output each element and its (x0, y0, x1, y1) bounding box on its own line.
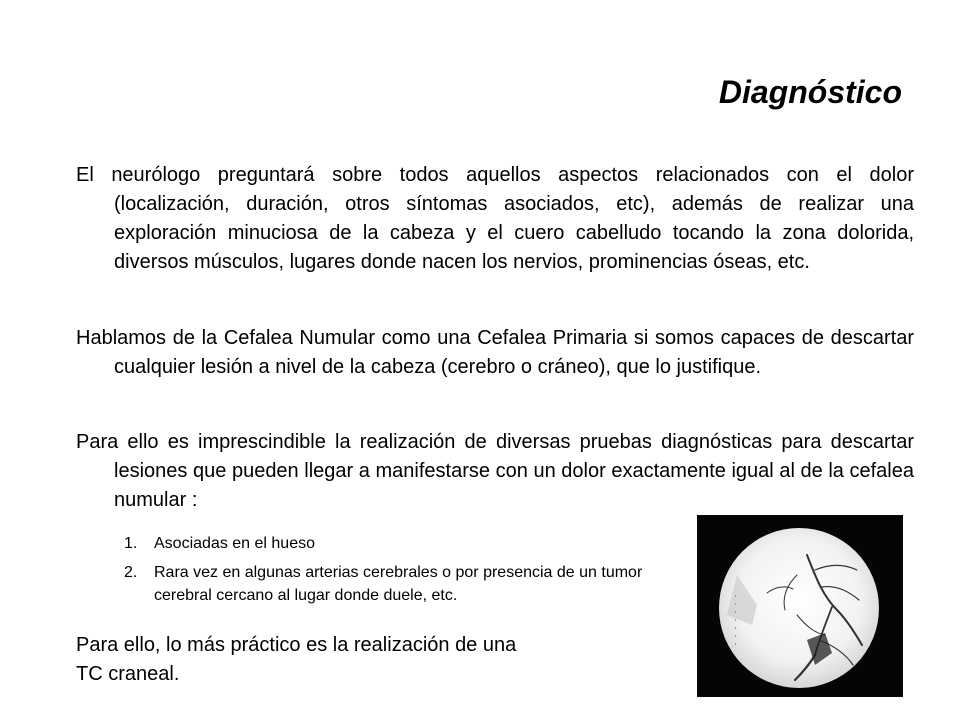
paragraph-primary-headache: Hablamos de la Cefalea Numular como una Cefalea Primaria si somos capaces de descartar cualquier lesión a nivel de la cabeza (cerebro o cráneo), que lo justifique. (76, 327, 914, 378)
closing-line-1: Para ello, lo más práctico es la realización de una (76, 634, 517, 656)
angiography-figure (697, 515, 903, 697)
list-item-number: 2. (124, 564, 138, 581)
list-item-text: Asociadas en el hueso (154, 535, 315, 552)
list-item-number: 1. (124, 535, 138, 552)
list-item (124, 532, 684, 555)
slide-title: Diagnóstico (718, 74, 902, 110)
paragraph-diagnostic-tests: Para ello es imprescindible la realización de diversas pruebas diagnósticas para descartar lesiones que pueden llegar a manifestarse con un dolor exactamente igual al de la cefalea numular : (76, 431, 914, 511)
list-item (124, 561, 684, 607)
list-item-text: Rara vez en algunas arterias cerebrales o por presencia de un tumor cerebral cercano al lugar donde duele, etc. (154, 564, 643, 604)
angiography-image (697, 515, 903, 697)
closing-line-2: TC craneal. (76, 663, 180, 685)
paragraph-closing (76, 631, 674, 689)
lesion-list (124, 532, 684, 613)
paragraph-exploration: El neurólogo preguntará sobre todos aquellos aspectos relacionados con el dolor (localización, duración, otros síntomas asociados, etc), además de realizar una exploración minuciosa de la cabeza y el cuero cabelludo tocando la zona dolorida, diversos músculos, lugares donde nacen los nervios, prominencias óseas, etc. (76, 164, 914, 273)
